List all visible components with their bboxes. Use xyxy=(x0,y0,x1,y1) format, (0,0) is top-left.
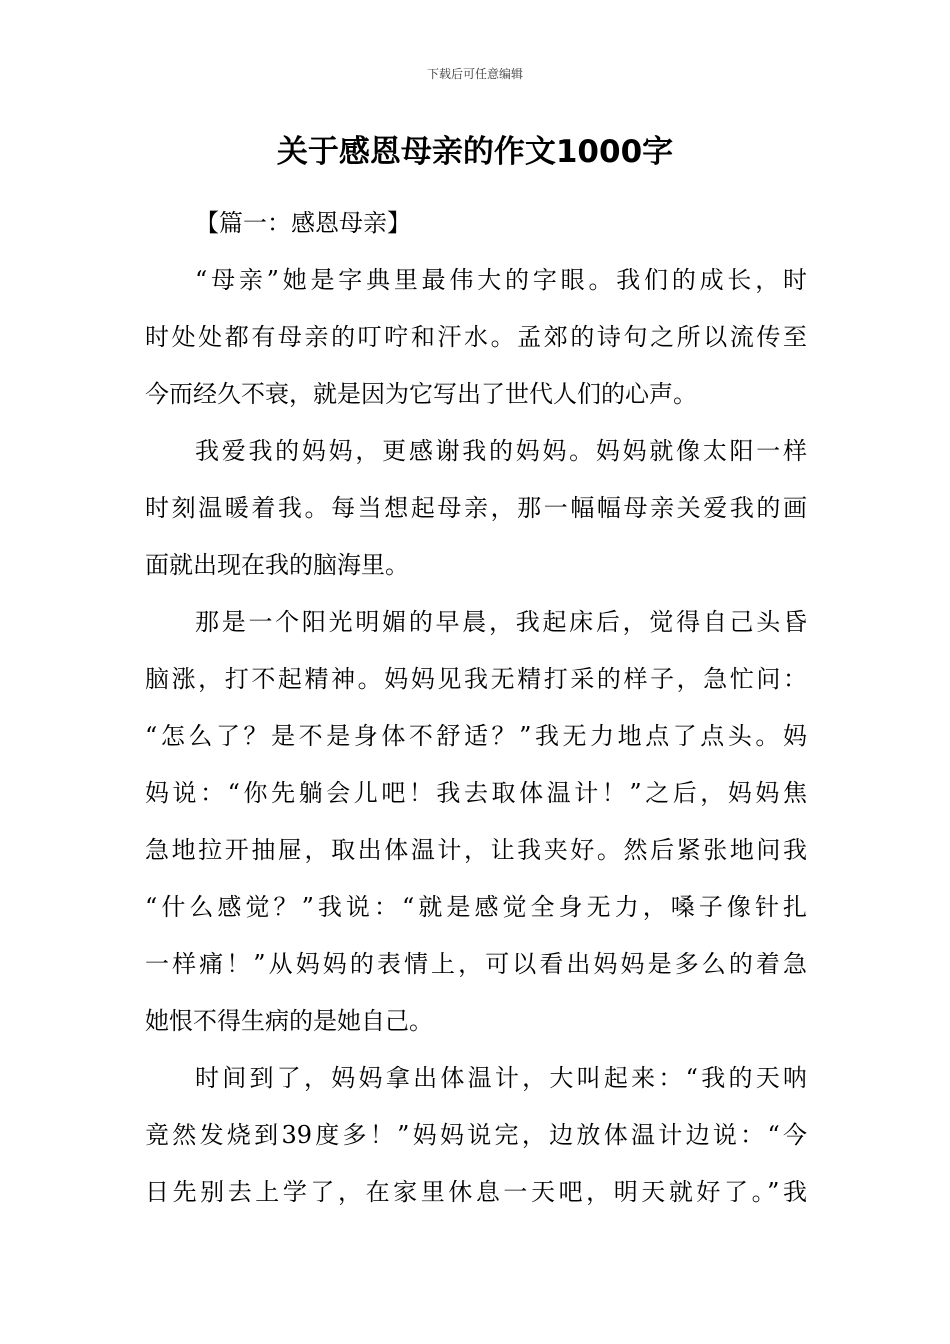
text-line: 时刻温暖着我。每当想起母亲，那一幅幅母亲关爱我的画 xyxy=(145,494,807,522)
text-line: “母亲”她是字典里最伟大的字眼。我们的成长，时 xyxy=(195,266,807,294)
text-line: 时处处都有母亲的叮咛和汗水。孟郊的诗句之所以流传至 xyxy=(145,323,807,351)
text-line: 我爱我的妈妈，更感谢我的妈妈。妈妈就像太阳一样 xyxy=(195,437,807,465)
text-line: 一样痛！”从妈妈的表情上，可以看出妈妈是多么的着急 xyxy=(145,950,807,978)
text-line: 她恨不得生病的是她自己。 xyxy=(145,1007,433,1035)
text-line: 今而经久不衰，就是因为它写出了世代人们的心声。 xyxy=(145,380,697,408)
header-note: 下载后可任意编辑 xyxy=(426,67,523,81)
text-line: 妈说：“你先躺会儿吧！我去取体温计！”之后，妈妈焦 xyxy=(145,779,807,807)
text-line: 脑涨，打不起精神。妈妈见我无精打采的样子，急忙问： xyxy=(145,665,807,693)
text-line: 竟然发烧到39度多！”妈妈说完，边放体温计边说：“今 xyxy=(145,1121,807,1149)
text-line: 急地拉开抽屉，取出体温计，让我夹好。然后紧张地问我 xyxy=(145,836,807,864)
text-line: “什么感觉？”我说：“就是感觉全身无力，嗓子像针扎 xyxy=(145,893,807,921)
text-line: 日先别去上学了，在家里休息一天吧，明天就好了。”我 xyxy=(145,1178,807,1206)
text-line: 面就出现在我的脑海里。 xyxy=(145,551,409,579)
document-body xyxy=(145,195,807,1221)
text-line: 【篇一：感恩母亲】 xyxy=(195,209,411,237)
text-line: 那是一个阳光明媚的早晨，我起床后，觉得自己头昏 xyxy=(195,608,807,636)
text-line: 时间到了，妈妈拿出体温计，大叫起来：“我的天呐 xyxy=(195,1064,807,1092)
document-title: 关于感恩母亲的作文1000字 xyxy=(276,134,674,170)
text-line: “怎么了？是不是身体不舒适？”我无力地点了点头。妈 xyxy=(145,722,807,750)
